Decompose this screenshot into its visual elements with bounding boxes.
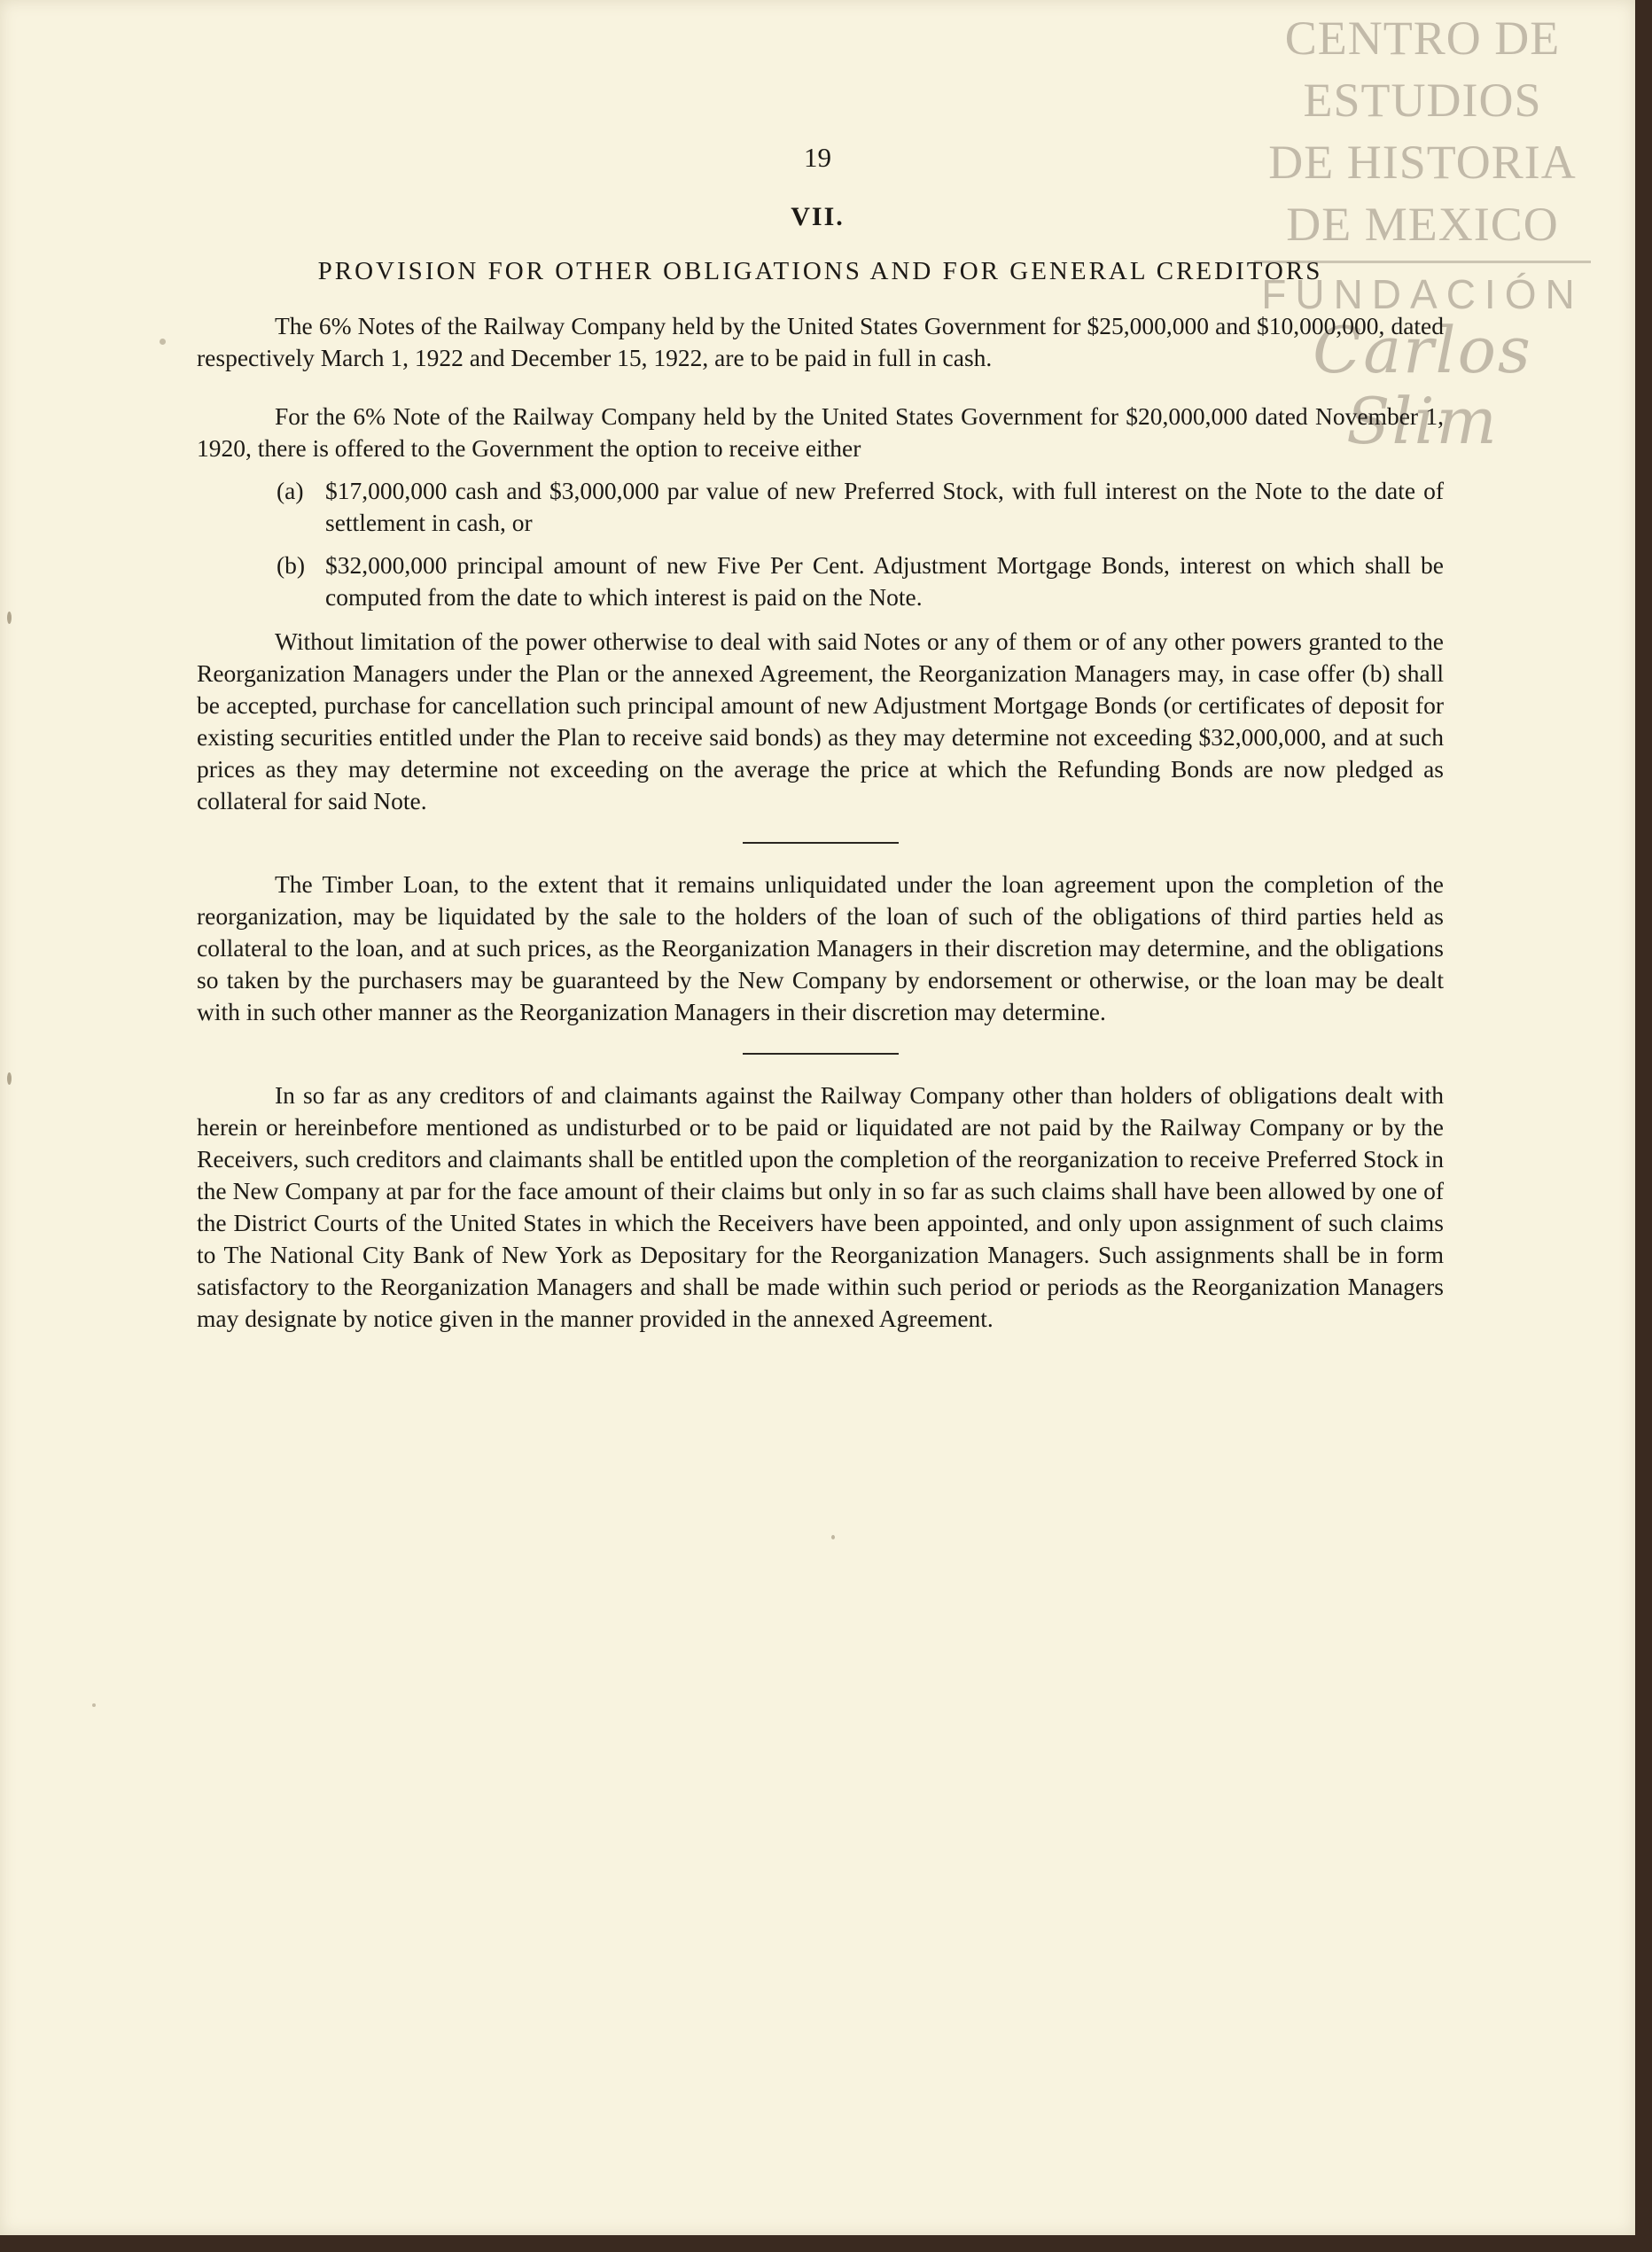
paper-speck <box>160 339 166 345</box>
option-a <box>197 475 1444 539</box>
paper-speck <box>92 1703 96 1707</box>
watermark-fundacion: FUNDACIÓN <box>1261 271 1584 317</box>
paragraph-note-option: For the 6% Note of the Railway Company held by the United States Government for $20,000,000 dated November 1, 1920, there is offered to the Government the option to receive either <box>197 402 1444 462</box>
paper-speck <box>831 1535 835 1539</box>
section-number: VII. <box>791 202 845 231</box>
paragraph-timber-loan: The Timber Loan, to the extent that it remains unliquidated under the loan agreement upon the completion of the reorganization, may be liquidated by the sale to the holders of the loan of such of the obligations of third parties held as collateral to the loan, and at such prices, as the Reorganization Managers in their discretion may determine, and the obligations so taken by the purchasers may be guaranteed by the New Company by endorsement or otherwise, or the loan may be dealt with in such other manner as the Reorganization Managers in their discretion may determine. <box>197 870 1444 1025</box>
option-b <box>197 549 1444 613</box>
paper-speck <box>7 1072 12 1085</box>
option-b-marker: (b) <box>277 551 306 579</box>
watermark-line-2: ESTUDIOS <box>1303 74 1542 127</box>
paragraph-notes-paid-in-cash: The 6% Notes of the Railway Company held by the United States Government for $25,000,000 and $10,000,000, dated respectively March 1, 1922 and December 15, 1922, are to be paid in full in cash. <box>197 312 1444 371</box>
watermark-line-4: DE MEXICO <box>1286 198 1559 251</box>
watermark-signature: Carlos Slim <box>1313 313 1532 458</box>
section-divider <box>743 842 899 844</box>
document-body <box>197 255 1444 1335</box>
option-a-text: $17,000,000 cash and $3,000,000 par value of new Preferred Stock, with full interest on the Note to the date of settlement in cash, or <box>325 477 1444 536</box>
section-heading: PROVISION FOR OTHER OBLIGATIONS AND FOR GENERAL CREDITORS <box>317 257 1323 285</box>
watermark-line-1: CENTRO DE <box>1284 12 1561 65</box>
section-divider <box>743 1053 899 1055</box>
option-b-text: $32,000,000 principal amount of new Five Per Cent. Adjustment Mortgage Bonds, interest on which shall be computed from the date to which interest is paid on the Note. <box>325 551 1444 611</box>
watermark-line-3: DE HISTORIA <box>1268 136 1577 189</box>
paragraph-general-creditors: In so far as any creditors of and claimants against the Railway Company other than holders of obligations dealt with herein or hereinbefore mentioned as undisturbed or to be paid or liquidated are not paid by the Railway Company or by the Receivers, such creditors and claimants shall be entitled upon the completion of the reorganization to receive Preferred Stock in the New Company at par for the face amount of their claims but only in so far as such claims shall have been allowed by one of the District Courts of the United States in which the Receivers have been appointed, and only upon assignment of such claims to The National City Bank of New York as Depositary for the Reorganization Managers. Such assignments shall be in form satisfactory to the Reorganization Managers and shall be made within such period or periods as the Reorganization Managers may designate by notice given in the manner provided in the annexed Agreement. <box>197 1081 1444 1332</box>
page-number: 19 <box>804 142 831 173</box>
paper-speck <box>7 612 12 624</box>
option-a-marker: (a) <box>277 477 304 504</box>
paragraph-purchase-for-cancellation: Without limitation of the power otherwise to deal with said Notes or any of them or of any other powers granted to the Reorganization Managers under the Plan or the annexed Agreement, the Reorganization Managers may, in case offer (b) shall be accepted, purchase for cancellation such principal amount of new Adjustment Mortgage Bonds (or certificates of deposit for existing securities entitled under the Plan to receive said bonds) as they may determine not exceeding $32,000,000, and at such prices as they may determine not exceeding on the average the price at which the Refunding Bonds are now pledged as collateral for said Note. <box>197 627 1444 814</box>
